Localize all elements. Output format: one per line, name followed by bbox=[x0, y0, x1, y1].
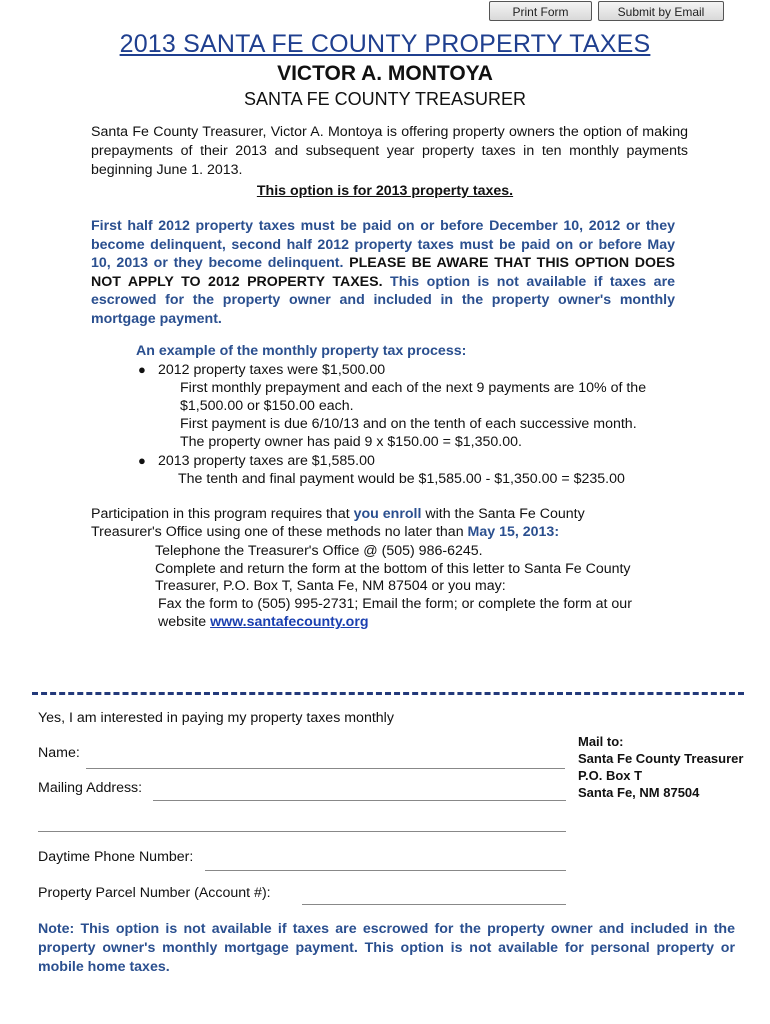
treasurer-name: VICTOR A. MONTOYA bbox=[277, 62, 493, 85]
example-heading: An example of the monthly property tax process: bbox=[136, 343, 467, 359]
mailing-address-label: Mailing Address: bbox=[38, 780, 143, 796]
method-mail-2: Treasurer, P.O. Box T, Santa Fe, NM 87504 or you may: bbox=[155, 578, 506, 594]
warning-delinquency-text: First half 2012 property taxes must be paid on or before December 10, 2012 or they become delinquent, second half 2012 property taxes must be paid on or before May 10, 2013 or they become delinquent. bbox=[91, 218, 675, 271]
print-form-button[interactable]: Print Form bbox=[489, 1, 592, 21]
mail-to-label: Mail to: bbox=[578, 734, 624, 749]
participation-text-3: Treasurer's Office using one of these methods no later than bbox=[91, 524, 464, 540]
mailing-address-field-2[interactable] bbox=[38, 831, 566, 832]
bullet-dot-icon: ● bbox=[138, 362, 146, 377]
mail-to-line-2: P.O. Box T bbox=[578, 768, 643, 783]
name-field[interactable] bbox=[86, 768, 565, 769]
mail-to-block bbox=[578, 733, 743, 801]
escrow-note: Note: This option is not available if taxes are escrowed for the property owner and included in the property owner's monthly mortgage payment. This option is not available for personal property or mobile home taxes. bbox=[38, 921, 735, 975]
bullet-dot-icon: ● bbox=[138, 453, 146, 468]
daytime-phone-label: Daytime Phone Number: bbox=[38, 849, 194, 865]
mail-to-line-3: Santa Fe, NM 87504 bbox=[578, 785, 700, 800]
parcel-number-label: Property Parcel Number (Account #): bbox=[38, 885, 271, 901]
daytime-phone-field[interactable] bbox=[205, 870, 566, 871]
warning-escrow-text: This option is not available if taxes are escrowed for the property owner and included in the property owner's monthly mortgage payment. bbox=[91, 273, 675, 327]
website-label: website bbox=[158, 614, 207, 630]
form-intro: Yes, I am interested in paying my property taxes monthly bbox=[38, 710, 394, 726]
option-note: This option is for 2013 property taxes. bbox=[256, 183, 514, 199]
example-line-1d: The property owner has paid 9 x $150.00 = $1,350.00. bbox=[180, 434, 522, 450]
method-fax: Fax the form to (505) 995-2731; Email the form; or complete the form at our bbox=[158, 596, 632, 612]
name-label: Name: bbox=[38, 745, 80, 761]
parcel-number-field[interactable] bbox=[302, 904, 566, 905]
bullet-2-text: 2013 property taxes are $1,585.00 bbox=[158, 453, 375, 469]
mailing-address-field[interactable] bbox=[153, 800, 566, 801]
participation-text-2: with the Santa Fe County bbox=[425, 506, 585, 522]
method-telephone: Telephone the Treasurer's Office @ (505) 986-6245. bbox=[155, 543, 483, 559]
enroll-emphasis: you enroll bbox=[353, 506, 422, 522]
example-line-2a: The tenth and final payment would be $1,585.00 - $1,350.00 = $235.00 bbox=[178, 471, 625, 487]
example-bullet-2 bbox=[138, 452, 375, 470]
example-line-1b: $1,500.00 or $150.00 each. bbox=[180, 398, 354, 414]
website-link[interactable]: www.santafecounty.org bbox=[210, 614, 369, 630]
mail-to-line-1: Santa Fe County Treasurer bbox=[578, 751, 744, 766]
intro-paragraph: Santa Fe County Treasurer, Victor A. Montoya is offering property owners the option of making prepayments of their 2013 and subsequent year property taxes in ten monthly payments beginning June 1. 2013. bbox=[91, 124, 688, 178]
example-bullet-1 bbox=[138, 361, 386, 379]
office-title: SANTA FE COUNTY TREASURER bbox=[243, 89, 527, 109]
cut-line-divider bbox=[32, 692, 744, 695]
example-line-1c: First payment is due 6/10/13 and on the tenth of each successive month. bbox=[180, 416, 637, 432]
participation-line-1 bbox=[91, 505, 585, 524]
submit-by-email-button[interactable]: Submit by Email bbox=[598, 1, 724, 21]
example-line-1a: First monthly prepayment and each of the next 9 payments are 10% of the bbox=[180, 380, 647, 396]
method-website-line bbox=[158, 613, 369, 632]
participation-line-2 bbox=[91, 523, 559, 542]
enroll-deadline: May 15, 2013: bbox=[467, 524, 560, 540]
participation-text-1: Participation in this program requires that bbox=[91, 506, 350, 522]
bullet-1-text: 2012 property taxes were $1,500.00 bbox=[158, 362, 386, 378]
method-mail-1: Complete and return the form at the bottom of this letter to Santa Fe County bbox=[155, 561, 631, 577]
page-title: 2013 SANTA FE COUNTY PROPERTY TAXES bbox=[119, 30, 651, 58]
warning-not-apply-text: PLEASE BE AWARE THAT THIS OPTION DOES NOT APPLY TO 2012 PROPERTY TAXES. bbox=[91, 255, 675, 290]
delinquency-warning bbox=[91, 217, 675, 328]
